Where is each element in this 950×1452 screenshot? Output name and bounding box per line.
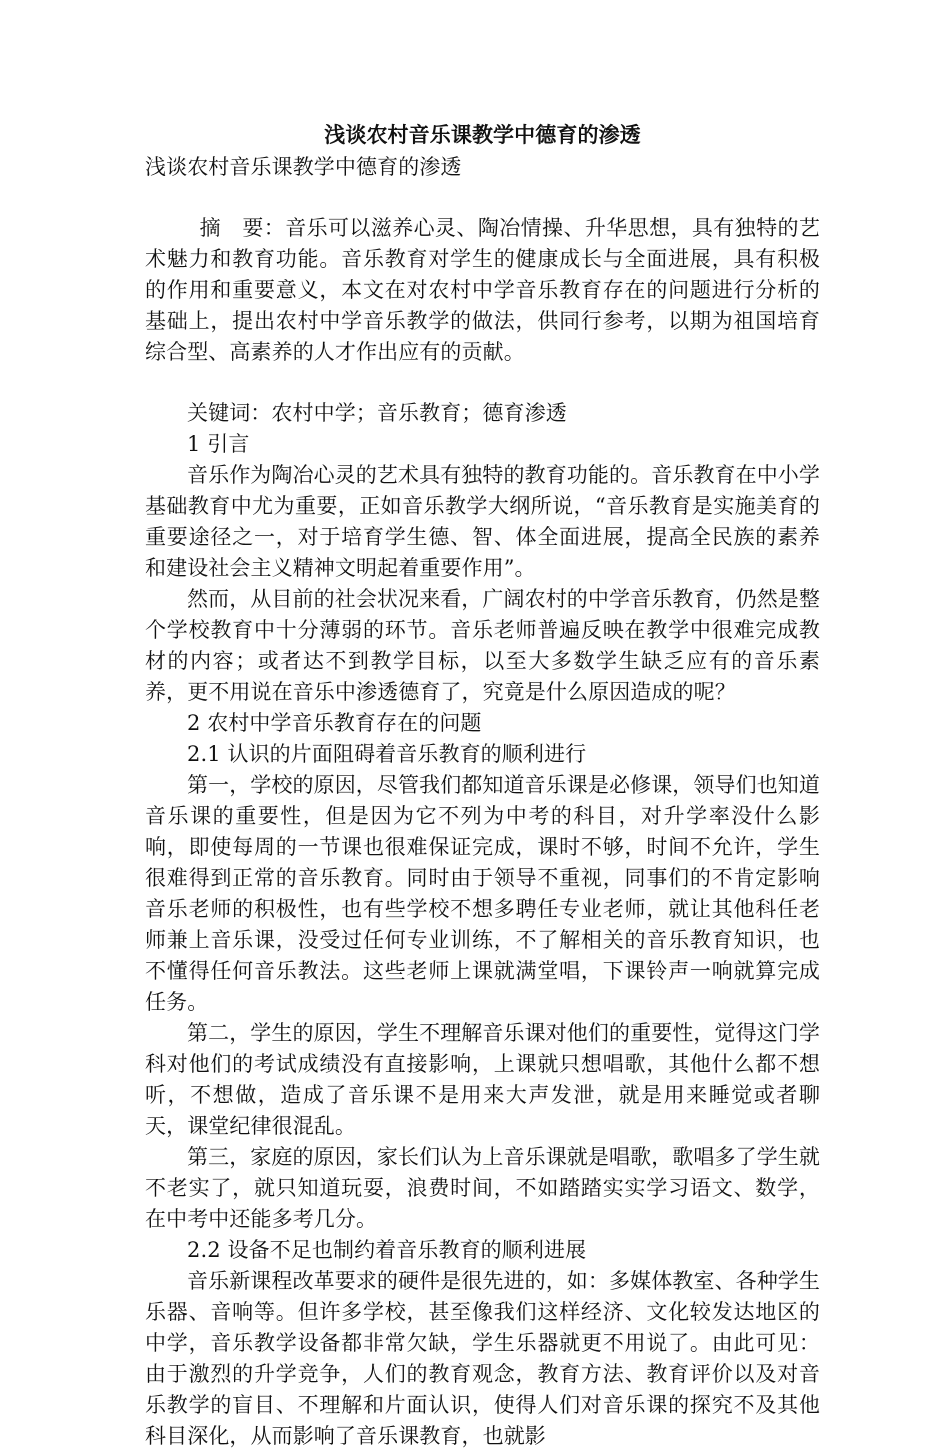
abstract-paragraph: 摘 要：音乐可以滋养心灵、陶冶情操、升华思想，具有独特的艺术魅力和教育功能。音乐教育对学生的健康成长与全面进展，具有积极的作用和重要意义，本文在对农村中学音乐教育存在的问题进行分析的基础上，提出农村中学音乐教学的做法，供同行参考，以期为祖国培育综合型、高素养的人才作出应有的贡献。 [145,216,820,364]
document-subtitle: 浅谈农村音乐课教学中德育的渗透 [145,155,462,179]
subsection-heading-2-2: 2.2 设备不足也制约着音乐教育的顺利进展 [187,1238,587,1262]
paragraph-5: 第三，家庭的原因，家长们认为上音乐课就是唱歌，歌唱多了学生就不老实了，就只知道玩耍，浪费时间，不如踏踏实实学习语文、数学，在中考中还能多考几分。 [145,1145,820,1231]
paragraph-1: 音乐作为陶冶心灵的艺术具有独特的教育功能的。音乐教育在中小学基础教育中尤为重要，正如音乐教学大纲所说，“音乐教育是实施美育的重要途径之一，对于培育学生德、智、体全面进展，提高全民族的素养和建设社会主义精神文明起着重要作用”。 [145,463,820,580]
section-heading-2: 2 农村中学音乐教育存在的问题 [187,711,482,735]
document-title: 浅谈农村音乐课教学中德育的渗透 [324,122,641,147]
subsection-heading-2-1: 2.1 认识的片面阻碍着音乐教育的顺利进行 [187,742,587,766]
paragraph-3: 第一，学校的原因，尽管我们都知道音乐课是必修课，领导们也知道音乐课的重要性，但是因为它不列为中考的科目，对升学率没什么影响，即使每周的一节课也很难保证完成，课时不够，时间不允许，学生很难得到正常的音乐教育。同时由于领导不重视，同事们的不肯定影响音乐老师的积极性，也有些学校不想多聘任专业老师，就让其他科任老师兼上音乐课，没受过任何专业训练，不了解相关的音乐教育知识，也不懂得任何音乐教法。这些老师上课就满堂唱，下课铃声一响就算完成任务。 [145,773,820,1014]
keywords-line: 关键词：农村中学；音乐教育；德育渗透 [187,401,567,425]
section-heading-1: 1 引言 [187,432,250,456]
paragraph-4: 第二，学生的原因，学生不理解音乐课对他们的重要性，觉得这门学科对他们的考试成绩没有直接影响，上课就只想唱歌，其他什么都不想听，不想做，造成了音乐课不是用来大声发泄，就是用来睡觉或者聊天，课堂纪律很混乱。 [145,1021,820,1138]
paragraph-2: 然而，从目前的社会状况来看，广阔农村的中学音乐教育，仍然是整个学校教育中十分薄弱的环节。音乐老师普遍反映在教学中很难完成教材的内容；或者达不到教学目标，以至大多数学生缺乏应有的音乐素养，更不用说在音乐中渗透德育了，究竟是什么原因造成的呢？ [145,587,820,704]
paragraph-6: 音乐新课程改革要求的硬件是很先进的，如：多媒体教室、各种学生乐器、音响等。但许多学校，甚至像我们这样经济、文化较发达地区的中学，音乐教学设备都非常欠缺，学生乐器就更不用说了。由此可见：由于激烈的升学竞争，人们的教育观念，教育方法、教育评价以及对音乐教学的盲目、不理解和片面认识，使得人们对音乐课的探究不及其他科目深化，从而影响了音乐课教育，也就影 [145,1269,820,1448]
document-body [145,118,820,1452]
